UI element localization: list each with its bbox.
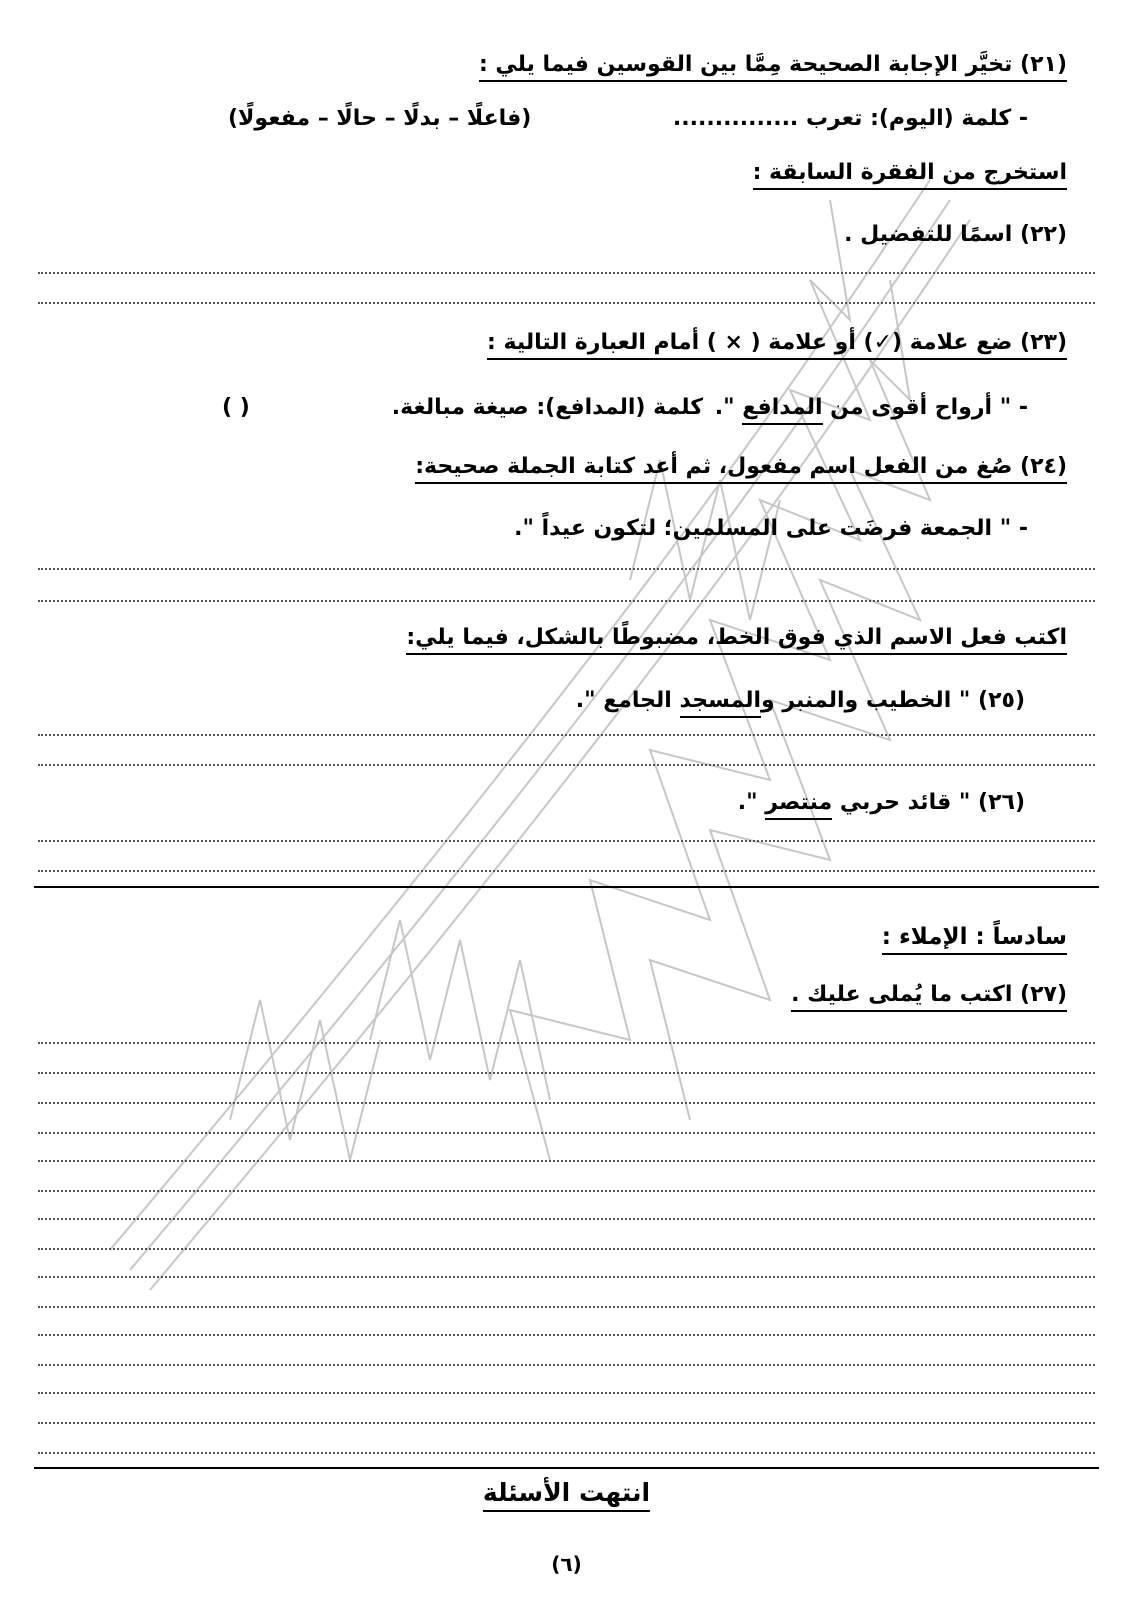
answer-line[interactable]: [38, 734, 1095, 736]
dictation-line[interactable]: [38, 1072, 1095, 1074]
section6-title: سادساً : الإملاء :: [882, 924, 1067, 950]
answer-line[interactable]: [38, 272, 1095, 274]
q23-answer-box[interactable]: ( ): [222, 395, 250, 420]
dictation-line[interactable]: [38, 1248, 1095, 1250]
answer-line[interactable]: [38, 840, 1095, 842]
page-number: (٦): [551, 1552, 582, 1576]
dictation-line[interactable]: [38, 1422, 1095, 1424]
q27-title: (٢٧) اكتب ما يُملى عليك .: [791, 982, 1067, 1007]
section-divider: [34, 886, 1099, 888]
dictation-line[interactable]: [38, 1392, 1095, 1394]
q24-title: (٢٤) صُغ من الفعل اسم مفعول، ثم أعد كتابة الجملة صحيحة:: [415, 454, 1067, 479]
q23-quote: - " أرواح أقوى من المدافع ".: [715, 395, 1028, 420]
answer-line[interactable]: [38, 568, 1095, 570]
dictation-line[interactable]: [38, 1334, 1095, 1336]
extract-heading: استخرج من الفقرة السابقة :: [753, 160, 1067, 185]
dictation-line[interactable]: [38, 1102, 1095, 1104]
dictation-line[interactable]: [38, 1364, 1095, 1366]
dictation-line[interactable]: [38, 1218, 1095, 1220]
q25-text: (٢٥) " الخطيب والمنبر والمسجد الجامع ".: [576, 688, 1025, 713]
dictation-line[interactable]: [38, 1276, 1095, 1278]
answer-line[interactable]: [38, 764, 1095, 766]
dictation-line[interactable]: [38, 1042, 1095, 1044]
dictation-line[interactable]: [38, 1452, 1095, 1454]
answer-line[interactable]: [38, 600, 1095, 602]
q21-options: (فاعلًا – بدلًا – حالًا – مفعولًا): [228, 106, 532, 131]
answer-line[interactable]: [38, 870, 1095, 872]
dictation-line[interactable]: [38, 1306, 1095, 1308]
q22-title: (٢٢) اسمًا للتفضيل .: [844, 222, 1067, 247]
verb-heading: اكتب فعل الاسم الذي فوق الخط، مضبوطًا بالشكل، فيما يلي:: [406, 625, 1067, 650]
q24-sentence: - " الجمعة فرضَت على المسلمين؛ لتكون عيداً ".: [514, 516, 1028, 541]
dictation-line[interactable]: [38, 1160, 1095, 1162]
q26-text: (٢٦) " قائد حربي منتصر ".: [738, 790, 1025, 815]
q21-title: (٢١) تخيَّر الإجابة الصحيحة مِمَّا بين القوسين فيما يلي :: [479, 52, 1067, 77]
dictation-line[interactable]: [38, 1132, 1095, 1134]
end-divider: [34, 1467, 1099, 1469]
q21-item: - كلمة (اليوم): تعرب ...............: [672, 106, 1028, 131]
dictation-line[interactable]: [38, 1190, 1095, 1192]
answer-line[interactable]: [38, 302, 1095, 304]
q23-statement: كلمة (المدافع): صيغة مبالغة.: [391, 395, 703, 420]
q23-title: (٢٣) ضع علامة (✓) أو علامة ( × ) أمام العبارة التالية :: [487, 330, 1067, 355]
end-text: انتهت الأسئلة: [0, 1478, 1133, 1507]
